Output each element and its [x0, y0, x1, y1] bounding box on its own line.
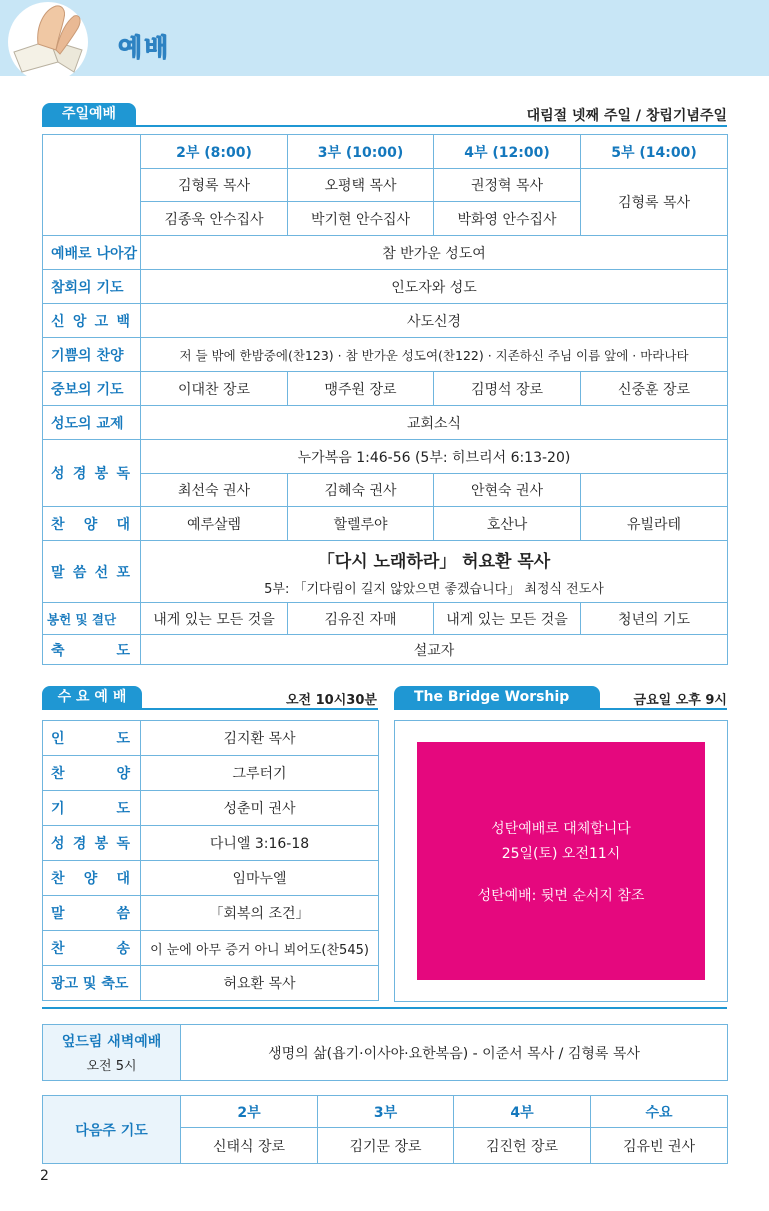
reader-2: 최선숙 권사 — [141, 474, 288, 507]
creed-value: 사도신경 — [141, 304, 728, 338]
praying-hands-bible-icon — [0, 0, 100, 76]
bridge-notice — [417, 742, 705, 980]
offering-3: 김유진 자매 — [288, 603, 434, 635]
next-week-value-3: 김기문 장로 — [318, 1128, 454, 1164]
reader-3: 김혜숙 권사 — [288, 474, 434, 507]
next-week-value-wed: 김유빈 권사 — [591, 1128, 728, 1164]
wed-value-3: 다니엘 3:16-18 — [141, 826, 379, 861]
service-3: 3부 (10:00) — [288, 135, 434, 169]
next-week-header-3: 3부 — [318, 1096, 454, 1128]
choir-4: 호산나 — [434, 507, 581, 541]
repentance-label: 참회의 기도 — [43, 270, 141, 304]
wed-value-1: 그루터기 — [141, 756, 379, 791]
wed-label-1: 찬 양 — [43, 756, 141, 791]
wed-value-5: 「회복의 조건」 — [141, 896, 379, 931]
bridge-line-3: 성탄예배: 뒷면 순서지 참조 — [477, 888, 645, 904]
preacher-4: 권정혁 목사 — [434, 169, 581, 202]
wednesday-worship-tag: 수 요 예 배 — [42, 686, 142, 708]
fellowship-value: 교회소식 — [141, 406, 728, 440]
dawn-time: 오전 5시 — [86, 1059, 137, 1074]
wed-label-4: 찬 양 대 — [43, 861, 141, 896]
fellowship-label: 성도의 교제 — [43, 406, 141, 440]
reader-5 — [581, 474, 728, 507]
bridge-notice-box — [394, 720, 728, 1002]
praise-label: 기쁨의 찬양 — [43, 338, 141, 372]
wed-label-0: 인 도 — [43, 721, 141, 756]
sermon-title: 「다시 노래하라」 허요환 목사 — [317, 551, 551, 572]
wed-label-7: 광고 및 축도 — [43, 966, 141, 1001]
scripture-value: 누가복음 1:46-56 (5부: 히브리서 6:13-20) — [141, 440, 728, 474]
dawn-worship-table — [42, 1024, 728, 1081]
next-week-header-2: 2부 — [181, 1096, 318, 1128]
wed-label-2: 기 도 — [43, 791, 141, 826]
sunday-subtitle: 대림절 넷째 주일 / 창립기념주일 — [526, 108, 727, 124]
intercession-3: 맹주원 장로 — [288, 372, 434, 406]
service-4: 4부 (12:00) — [434, 135, 581, 169]
next-week-label: 다음주 기도 — [43, 1096, 181, 1164]
bridge-worship-tag: The Bridge Worship — [394, 686, 600, 708]
creed-label: 신 앙 고 백 — [43, 304, 141, 338]
bridge-line-2: 25일(토) 오전11시 — [501, 846, 621, 862]
section-divider — [42, 1007, 727, 1009]
preacher-3: 오평택 목사 — [288, 169, 434, 202]
choir-3: 할렐루야 — [288, 507, 434, 541]
choir-label: 찬 양 대 — [43, 507, 141, 541]
next-week-header-wed: 수요 — [591, 1096, 728, 1128]
sunday-tag-underline — [42, 125, 727, 127]
page-title: 예배 — [118, 33, 171, 62]
sunday-worship-tag: 주일예배 — [42, 103, 136, 125]
wednesday-tag-underline — [42, 708, 378, 710]
reader-4: 안현숙 권사 — [434, 474, 581, 507]
sermon-sub: 5부: 「기다림이 길지 않았으면 좋겠습니다」 최정식 전도사 — [264, 581, 604, 597]
preacher-5: 김형록 목사 — [581, 169, 728, 236]
offering-5: 청년의 기도 — [581, 603, 728, 635]
bridge-line-1: 성탄예배로 대체합니다 — [491, 821, 631, 837]
scripture-label: 성 경 봉 독 — [43, 440, 141, 507]
dawn-label: 엎드림 새벽예배 — [61, 1034, 162, 1050]
corner-cell — [43, 135, 141, 236]
procession-label: 예배로 나아감 — [43, 236, 141, 270]
procession-value: 참 반가운 성도여 — [141, 236, 728, 270]
wed-value-6: 이 눈에 아무 증거 아니 뵈어도(찬545) — [141, 931, 379, 966]
blessing-value: 설교자 — [141, 635, 728, 665]
dawn-label-cell — [43, 1025, 181, 1081]
wed-value-7: 허요환 목사 — [141, 966, 379, 1001]
preacher-2: 김형록 목사 — [141, 169, 288, 202]
wed-label-6: 찬 송 — [43, 931, 141, 966]
dawn-value: 생명의 삶(욥기·이사야·요한복음) - 이준서 목사 / 김형록 목사 — [181, 1025, 728, 1081]
sermon-label: 말 씀 선 포 — [43, 541, 141, 603]
wed-value-2: 성춘미 권사 — [141, 791, 379, 826]
wednesday-time: 오전 10시30분 — [286, 693, 377, 708]
offering-2: 내게 있는 모든 것을 — [141, 603, 288, 635]
intercession-label: 중보의 기도 — [43, 372, 141, 406]
next-week-prayer-table — [42, 1095, 728, 1164]
assistant-4: 박화영 안수집사 — [434, 202, 581, 236]
intercession-4: 김명석 장로 — [434, 372, 581, 406]
page-number: 2 — [40, 1168, 49, 1184]
assistant-3: 박기현 안수집사 — [288, 202, 434, 236]
intercession-5: 신중훈 장로 — [581, 372, 728, 406]
service-2: 2부 (8:00) — [141, 135, 288, 169]
page-header — [0, 0, 769, 76]
choir-5: 유빌라테 — [581, 507, 728, 541]
next-week-value-4: 김진헌 장로 — [454, 1128, 591, 1164]
wed-value-4: 임마누엘 — [141, 861, 379, 896]
sermon-cell — [141, 541, 728, 603]
blessing-label: 축 도 — [43, 635, 141, 665]
wednesday-worship-table — [42, 720, 379, 1001]
praise-value: 저 들 밖에 한밤중에(찬123) · 참 반가운 성도여(찬122) · 지존하신 주님 이름 앞에 · 마라나타 — [141, 338, 728, 372]
next-week-header-4: 4부 — [454, 1096, 591, 1128]
offering-4: 내게 있는 모든 것을 — [434, 603, 581, 635]
service-5: 5부 (14:00) — [581, 135, 728, 169]
assistant-2: 김종욱 안수집사 — [141, 202, 288, 236]
choir-2: 예루살렘 — [141, 507, 288, 541]
wed-label-5: 말 씀 — [43, 896, 141, 931]
bridge-time: 금요일 오후 9시 — [633, 693, 727, 708]
bridge-tag-underline — [394, 708, 727, 710]
next-week-value-2: 신태식 장로 — [181, 1128, 318, 1164]
wed-label-3: 성 경 봉 독 — [43, 826, 141, 861]
offering-label: 봉헌 및 결단 — [43, 603, 141, 635]
repentance-value: 인도자와 성도 — [141, 270, 728, 304]
wed-value-0: 김지환 목사 — [141, 721, 379, 756]
sunday-worship-table — [42, 134, 728, 665]
intercession-2: 이대찬 장로 — [141, 372, 288, 406]
